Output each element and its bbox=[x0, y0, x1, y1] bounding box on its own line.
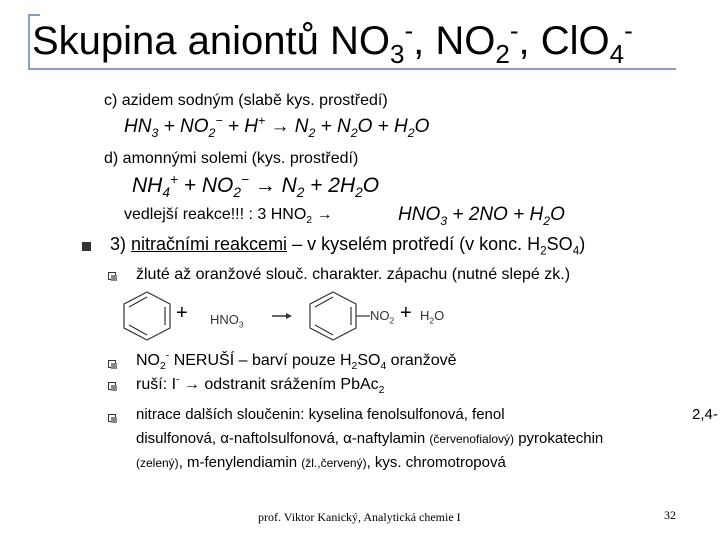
sub-item-4-line-1-end: 2,4- bbox=[692, 406, 718, 423]
product-h2o: $H_2O$ bbox=[420, 308, 445, 326]
nitrobenzene-ring-icon bbox=[310, 292, 370, 340]
bullet-box-icon bbox=[108, 414, 116, 422]
item-c-label: c) azidem sodným (slabě kys. prostředí) bbox=[104, 92, 388, 109]
item-d-label: d) amonnými solemi (kys. prostředí) bbox=[104, 150, 359, 167]
sub-item-4-line-1: nitrace dalších sloučenin: kyselina fenolsulfonová, fenol bbox=[136, 406, 505, 423]
footer-author: prof. Viktor Kanický, Analytická chemie I bbox=[258, 510, 461, 524]
slide-title: Skupina aniontů $NO_3^-$, $NO_2^-$, ClO$_4$- bbox=[32, 15, 633, 69]
product-no2: $NO_2$ bbox=[370, 308, 395, 326]
bullet-square-icon bbox=[82, 242, 91, 251]
sub-item-4-line-2: disulfonová, α-naftolsulfonová, α-naftylamin (červenofialový) pyrokatechin bbox=[136, 430, 604, 447]
equation-c: $HN_3 + NO_2^- + H^+ \to N_2 + N_2O + H_2O$ bbox=[124, 113, 430, 140]
sub-item-3: ruší: I- → odstranit srážením PbAc$_2$ bbox=[136, 374, 385, 397]
bullet-box-icon bbox=[108, 360, 116, 368]
bullet-box-icon bbox=[108, 382, 116, 390]
reaction-arrow-icon bbox=[272, 313, 292, 319]
sub-item-2: $NO_2^-$ NERUŠÍ – barví pouze $H_2SO_4$ oranžově bbox=[136, 350, 457, 373]
plus-sign-2: + bbox=[400, 302, 412, 324]
reagent-hno3: $HNO_3$ bbox=[210, 312, 244, 330]
sub-item-4-line-3: (zelený), m-fenylendiamin (žl.,červený), kys. chromotropová bbox=[136, 454, 506, 471]
benzene-ring-icon bbox=[124, 292, 170, 340]
equation-d: $NH_4^+ + NO_2^- \to N_2 + 2H_2O$ bbox=[132, 172, 380, 201]
side-reaction-text: vedlejší reakce!!! : 3 $HNO_2$ → bbox=[124, 206, 333, 227]
bullet-box-icon bbox=[108, 272, 116, 280]
plus-sign-1: + bbox=[176, 302, 188, 324]
side-reaction-equation: $HNO_3 + 2NO + H_2O$ bbox=[398, 204, 565, 228]
item-3-heading: 3) nitračními reakcemi – v kyselém protředí (v konc. $H_2SO_4$) bbox=[110, 234, 586, 258]
page-number: 32 bbox=[664, 508, 676, 522]
sub-item-1: žluté až oranžové slouč. charakter. zápachu (nutné slepé zk.) bbox=[136, 266, 571, 283]
